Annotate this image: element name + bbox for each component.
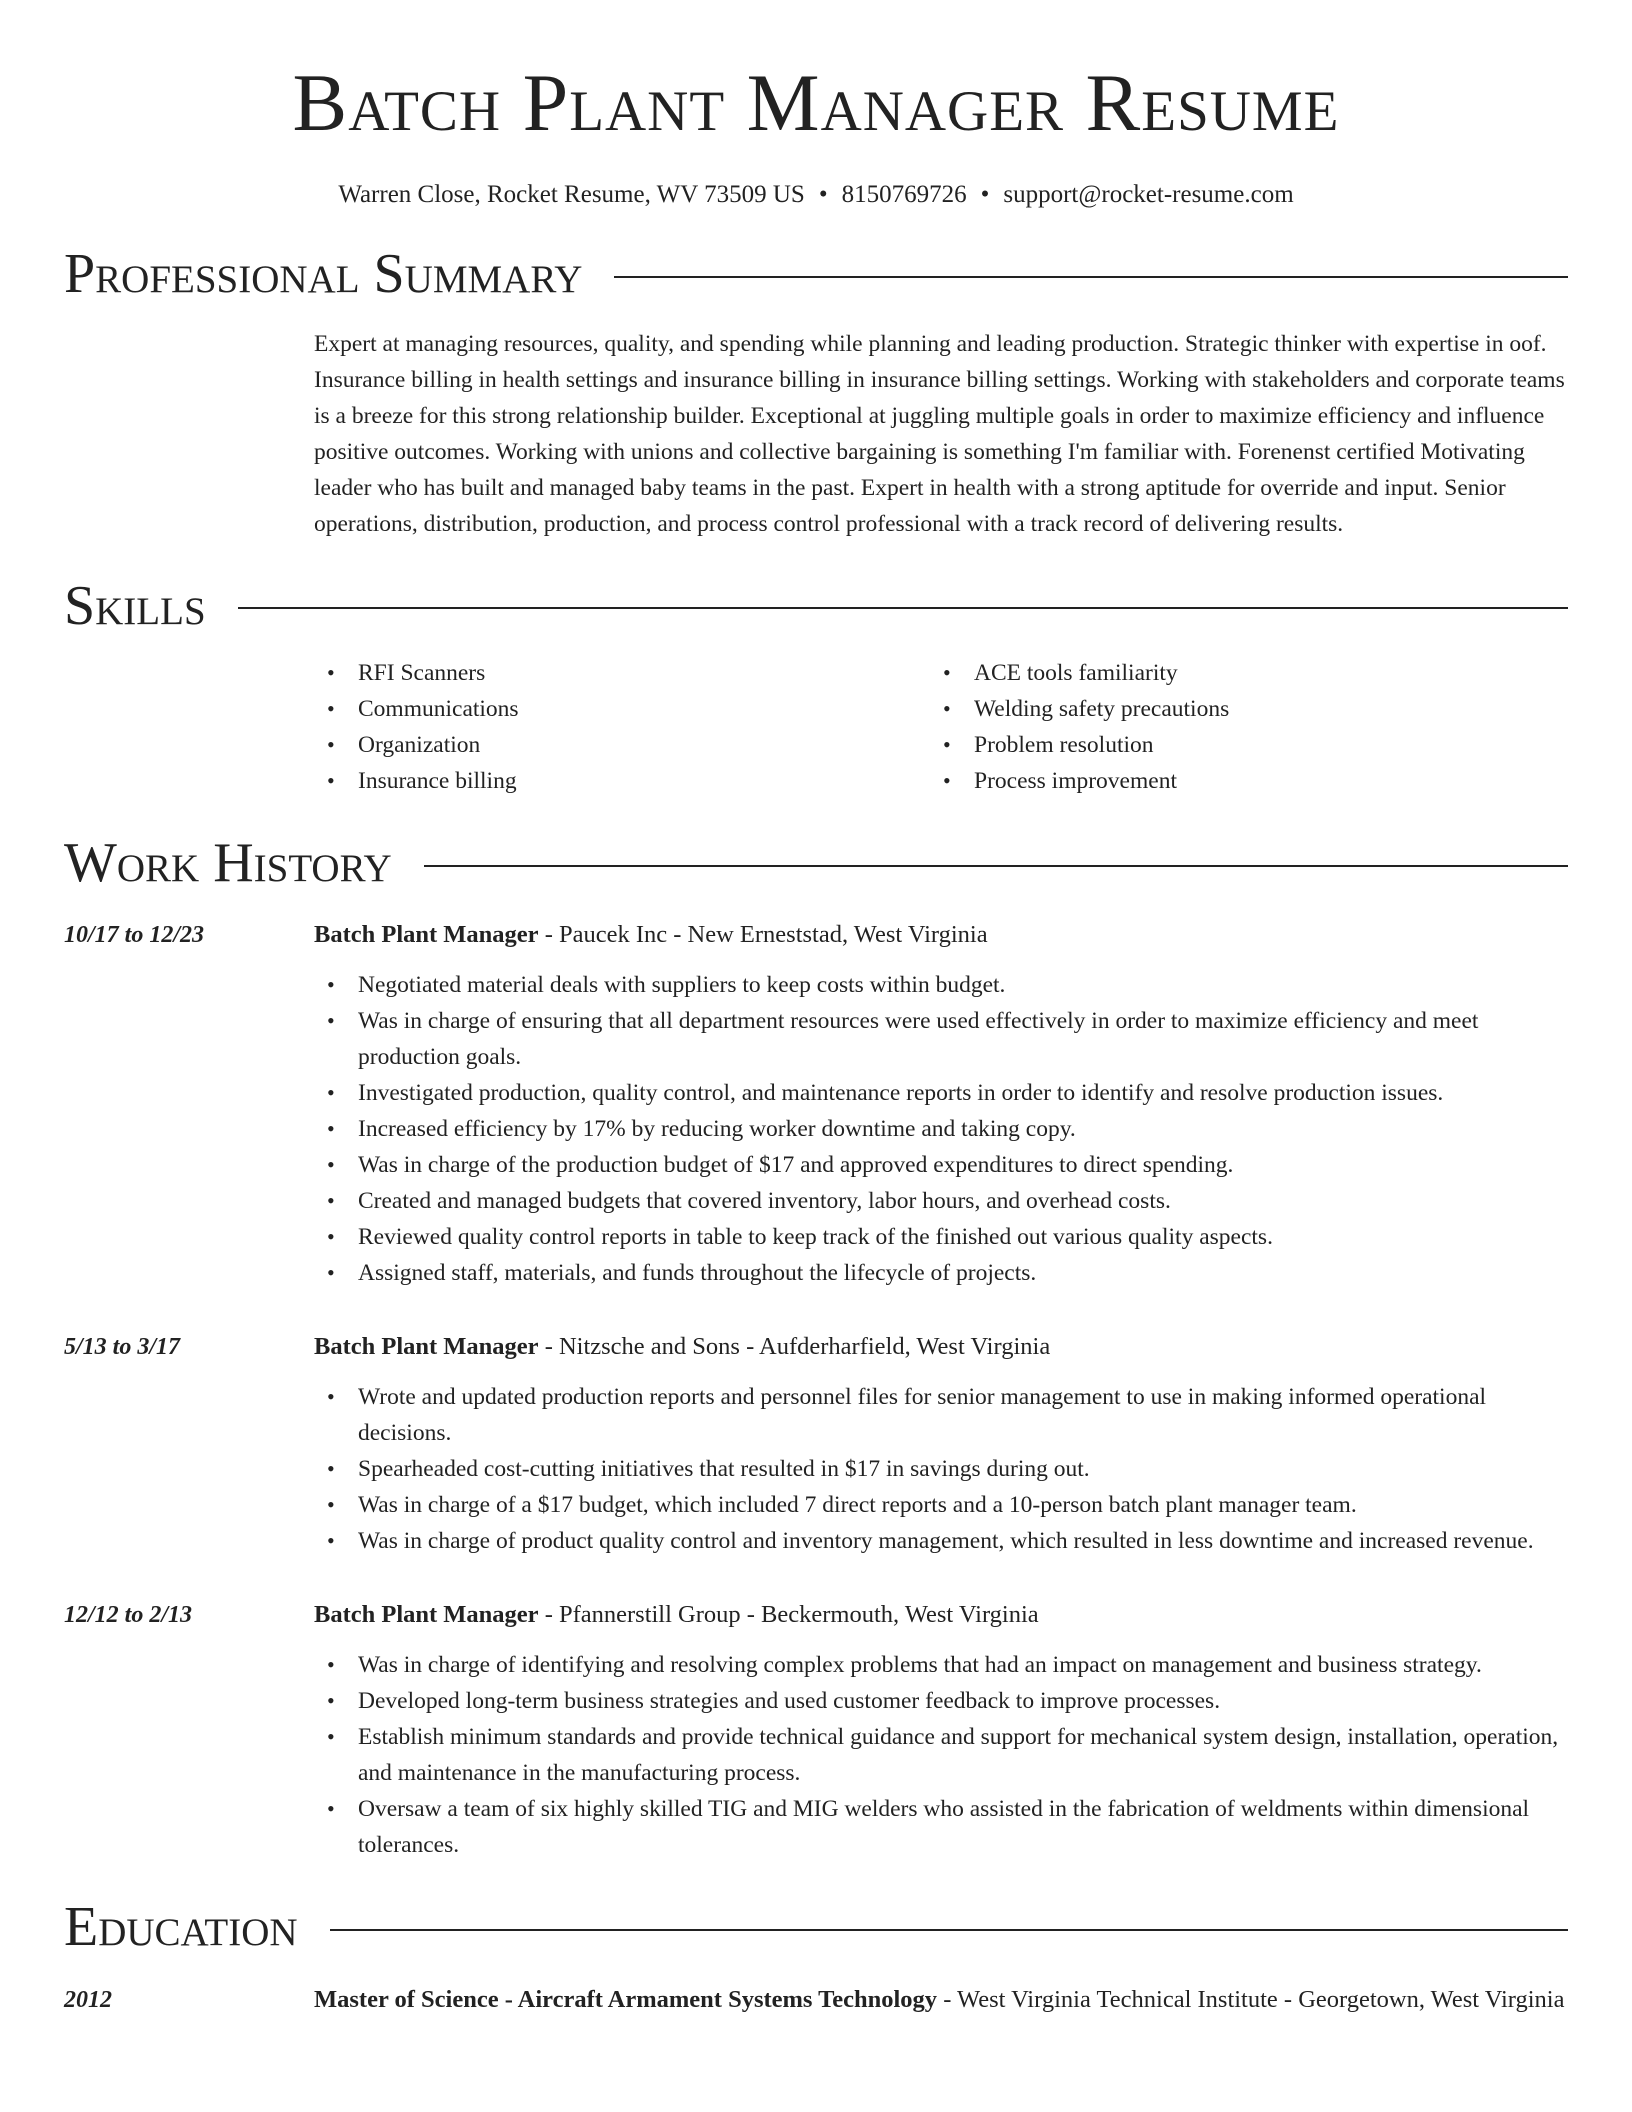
job-bullet: • Reviewed quality control reports in table to keep track of the finished out various quality aspects. <box>314 1219 1568 1255</box>
job-title: Batch Plant Manager <box>314 920 539 948</box>
job-company-location: - Nitzsche and Sons - Aufderharfield, West Virginia <box>538 1332 1051 1360</box>
education-entry <box>64 1982 1568 2018</box>
job-bullet: • Increased efficiency by 17% by reducing worker downtime and taking copy. <box>314 1111 1568 1147</box>
job-dates: 10/17 to 12/23 <box>64 921 205 948</box>
job-header <box>314 917 1568 953</box>
work-section-header <box>64 833 1568 895</box>
job-company-location: - Paucek Inc - New Erneststad, West Virginia <box>538 920 988 948</box>
education-year: 2012 <box>64 1987 112 2014</box>
job-content <box>314 917 1568 1291</box>
job-title: Batch Plant Manager <box>314 1332 539 1360</box>
contact-address: Warren Close, Rocket Resume, WV 73509 US <box>338 181 805 208</box>
section-divider <box>330 1929 1568 1931</box>
job-dates: 12/12 to 2/13 <box>64 1601 193 1628</box>
job-dates: 5/13 to 3/17 <box>64 1333 181 1360</box>
job-bullet: • Created and managed budgets that covered inventory, labor hours, and overhead costs. <box>314 1183 1568 1219</box>
job-bullet: • Investigated production, quality control, and maintenance reports in order to identify and resolve production issues. <box>314 1075 1568 1111</box>
section-divider <box>238 607 1568 609</box>
job-bullet: • Negotiated material deals with suppliers to keep costs within budget. <box>314 967 1568 1003</box>
resume-title: Batch Plant Manager Resume <box>292 57 1340 148</box>
job-bullet: • Wrote and updated production reports and personnel files for senior management to use in making informed operational decisions. <box>314 1379 1568 1451</box>
work-heading: Work History <box>64 832 392 895</box>
education-degree: Master of Science - Aircraft Armament Systems Technology <box>314 1986 938 2014</box>
skill-item: • Process improvement <box>930 763 1546 799</box>
skill-item: • Communications <box>314 691 930 727</box>
job-bullet: • Oversaw a team of six highly skilled TIG and MIG welders who assisted in the fabrication of weldments within dimensional tolerances. <box>314 1791 1568 1863</box>
job-bullet: • Was in charge of identifying and resolving complex problems that had an impact on management and business strategy. <box>314 1647 1568 1683</box>
job-header <box>314 1329 1568 1365</box>
job-bullet: • Was in charge of a $17 budget, which included 7 direct reports and a 10-person batch plant manager team. <box>314 1487 1568 1523</box>
job-company-location: - Pfannerstill Group - Beckermouth, West Virginia <box>538 1600 1039 1628</box>
education-school-location: - West Virginia Technical Institute - Georgetown, West Virginia <box>937 1986 1565 2014</box>
skill-item: • ACE tools familiarity <box>930 655 1546 691</box>
job-bullet: • Was in charge of ensuring that all department resources were used effectively in order to maximize efficiency and meet production goals. <box>314 1003 1568 1075</box>
summary-text: Expert at managing resources, quality, and spending while planning and leading production. Strategic thinker with expertise in oof. Insurance billing in health settings and insurance billing in insurance billing settings. Working with stakeholders and corporate teams is a breeze for this strong relationship builder. Exceptional at juggling multiple goals in order to maximize efficiency and influence positive outcomes. Working with unions and collective bargaining is something I'm familiar with. Forenenst certified Motivating leader who has built and managed baby teams in the past. Expert in health with a strong aptitude for override and input. Senior operations, distribution, production, and process control professional with a track record of delivering results. <box>314 330 1565 537</box>
job-bullets <box>314 967 1568 1291</box>
job-bullet: • Spearheaded cost-cutting initiatives that resulted in $17 in savings during out. <box>314 1451 1568 1487</box>
job-bullets <box>314 1647 1568 1863</box>
skills-heading: Skills <box>64 574 206 637</box>
education-section-header <box>64 1897 1568 1959</box>
summary-heading: Professional Summary <box>64 243 583 305</box>
job-entry <box>64 1329 1568 1559</box>
job-bullet: • Was in charge of the production budget of $17 and approved expenditures to direct spending. <box>314 1147 1568 1183</box>
skill-item: • Organization <box>314 727 930 763</box>
section-divider <box>614 276 1568 278</box>
skills-column-right <box>930 655 1546 799</box>
job-bullet: • Assigned staff, materials, and funds throughout the lifecycle of projects. <box>314 1255 1568 1291</box>
contact-email[interactable]: support@rocket-resume.com <box>1003 181 1294 208</box>
skill-item: • RFI Scanners <box>314 655 930 691</box>
job-entry <box>64 917 1568 1291</box>
skills-section-header <box>64 576 1568 638</box>
skill-item: • Welding safety precautions <box>930 691 1546 727</box>
job-content <box>314 1597 1568 1863</box>
job-bullet: • Developed long-term business strategies and used customer feedback to improve processes. <box>314 1683 1568 1719</box>
education-heading: Education <box>64 1895 298 1958</box>
job-entry <box>64 1597 1568 1863</box>
job-bullet: • Was in charge of product quality control and inventory management, which resulted in less downtime and increased revenue. <box>314 1523 1568 1559</box>
job-content <box>314 1329 1568 1559</box>
contact-phone: 8150769726 <box>841 181 967 208</box>
contact-line <box>64 180 1568 210</box>
section-divider <box>424 865 1568 867</box>
skill-item: • Insurance billing <box>314 763 930 799</box>
job-header <box>314 1597 1568 1633</box>
contact-separator: • <box>980 181 990 208</box>
job-bullets <box>314 1379 1568 1559</box>
job-bullet: • Establish minimum standards and provide technical guidance and support for mechanical system design, installation, operation, and maintenance in the manufacturing process. <box>314 1719 1568 1791</box>
skills-column-left <box>314 655 930 799</box>
summary-section-header <box>64 244 1568 306</box>
job-title: Batch Plant Manager <box>314 1600 539 1628</box>
skills-list <box>314 655 1568 799</box>
skill-item: • Problem resolution <box>930 727 1546 763</box>
contact-separator: • <box>818 181 828 208</box>
education-content <box>314 1982 1568 2018</box>
